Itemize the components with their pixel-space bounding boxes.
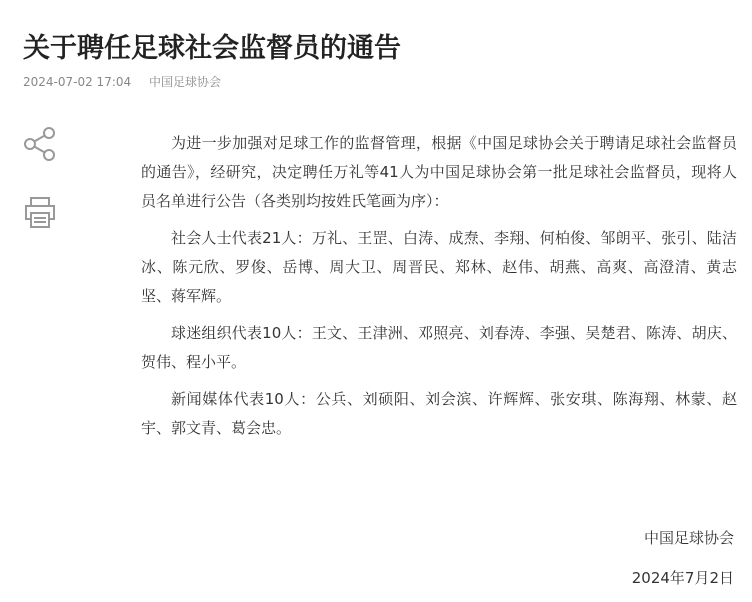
body-paragraph-fans: 球迷组织代表10人：王文、王津洲、邓照亮、刘春涛、李强、吴楚君、陈涛、胡庆、贺伟、程小平。 xyxy=(141,324,737,371)
article-source[interactable]: 中国足球协会 xyxy=(148,75,221,89)
body-paragraph-intro: 为进一步加强对足球工作的监督管理，根据《中国足球协会关于聘请足球社会监督员的通告》，经研究，决定聘任万礼等41人为中国足球协会第一批足球社会监督员，现将人员名单进行公告（各类别均按姓氏笔画为序）： xyxy=(141,134,737,210)
publish-date: 2024-07-02 17:04 xyxy=(23,75,132,89)
article-toolbar xyxy=(22,126,60,233)
article-body xyxy=(141,129,737,451)
body-paragraph-media: 新闻媒体代表10人：公兵、刘硕阳、刘会滨、许辉辉、张安琪、陈海翔、林蒙、赵宇、郭文青、葛会忠。 xyxy=(141,390,737,437)
article-title: 关于聘任足球社会监督员的通告 xyxy=(23,33,401,64)
body-paragraph-social: 社会人士代表21人：万礼、王罡、白涛、成焘、李翔、何柏俊、邹朗平、张引、陆洁冰、陈元欣、罗俊、岳博、周大卫、周晋民、郑林、赵伟、胡燕、高爽、高澄清、黄志坚、蒋军辉。 xyxy=(141,229,737,305)
share-button[interactable] xyxy=(22,126,60,164)
share-icon xyxy=(22,126,60,164)
print-icon xyxy=(22,195,60,233)
print-button[interactable] xyxy=(22,195,60,233)
signature-date: 2024年7月2日 xyxy=(631,569,734,587)
signature-organization: 中国足球协会 xyxy=(643,529,734,547)
article-meta xyxy=(23,73,221,90)
